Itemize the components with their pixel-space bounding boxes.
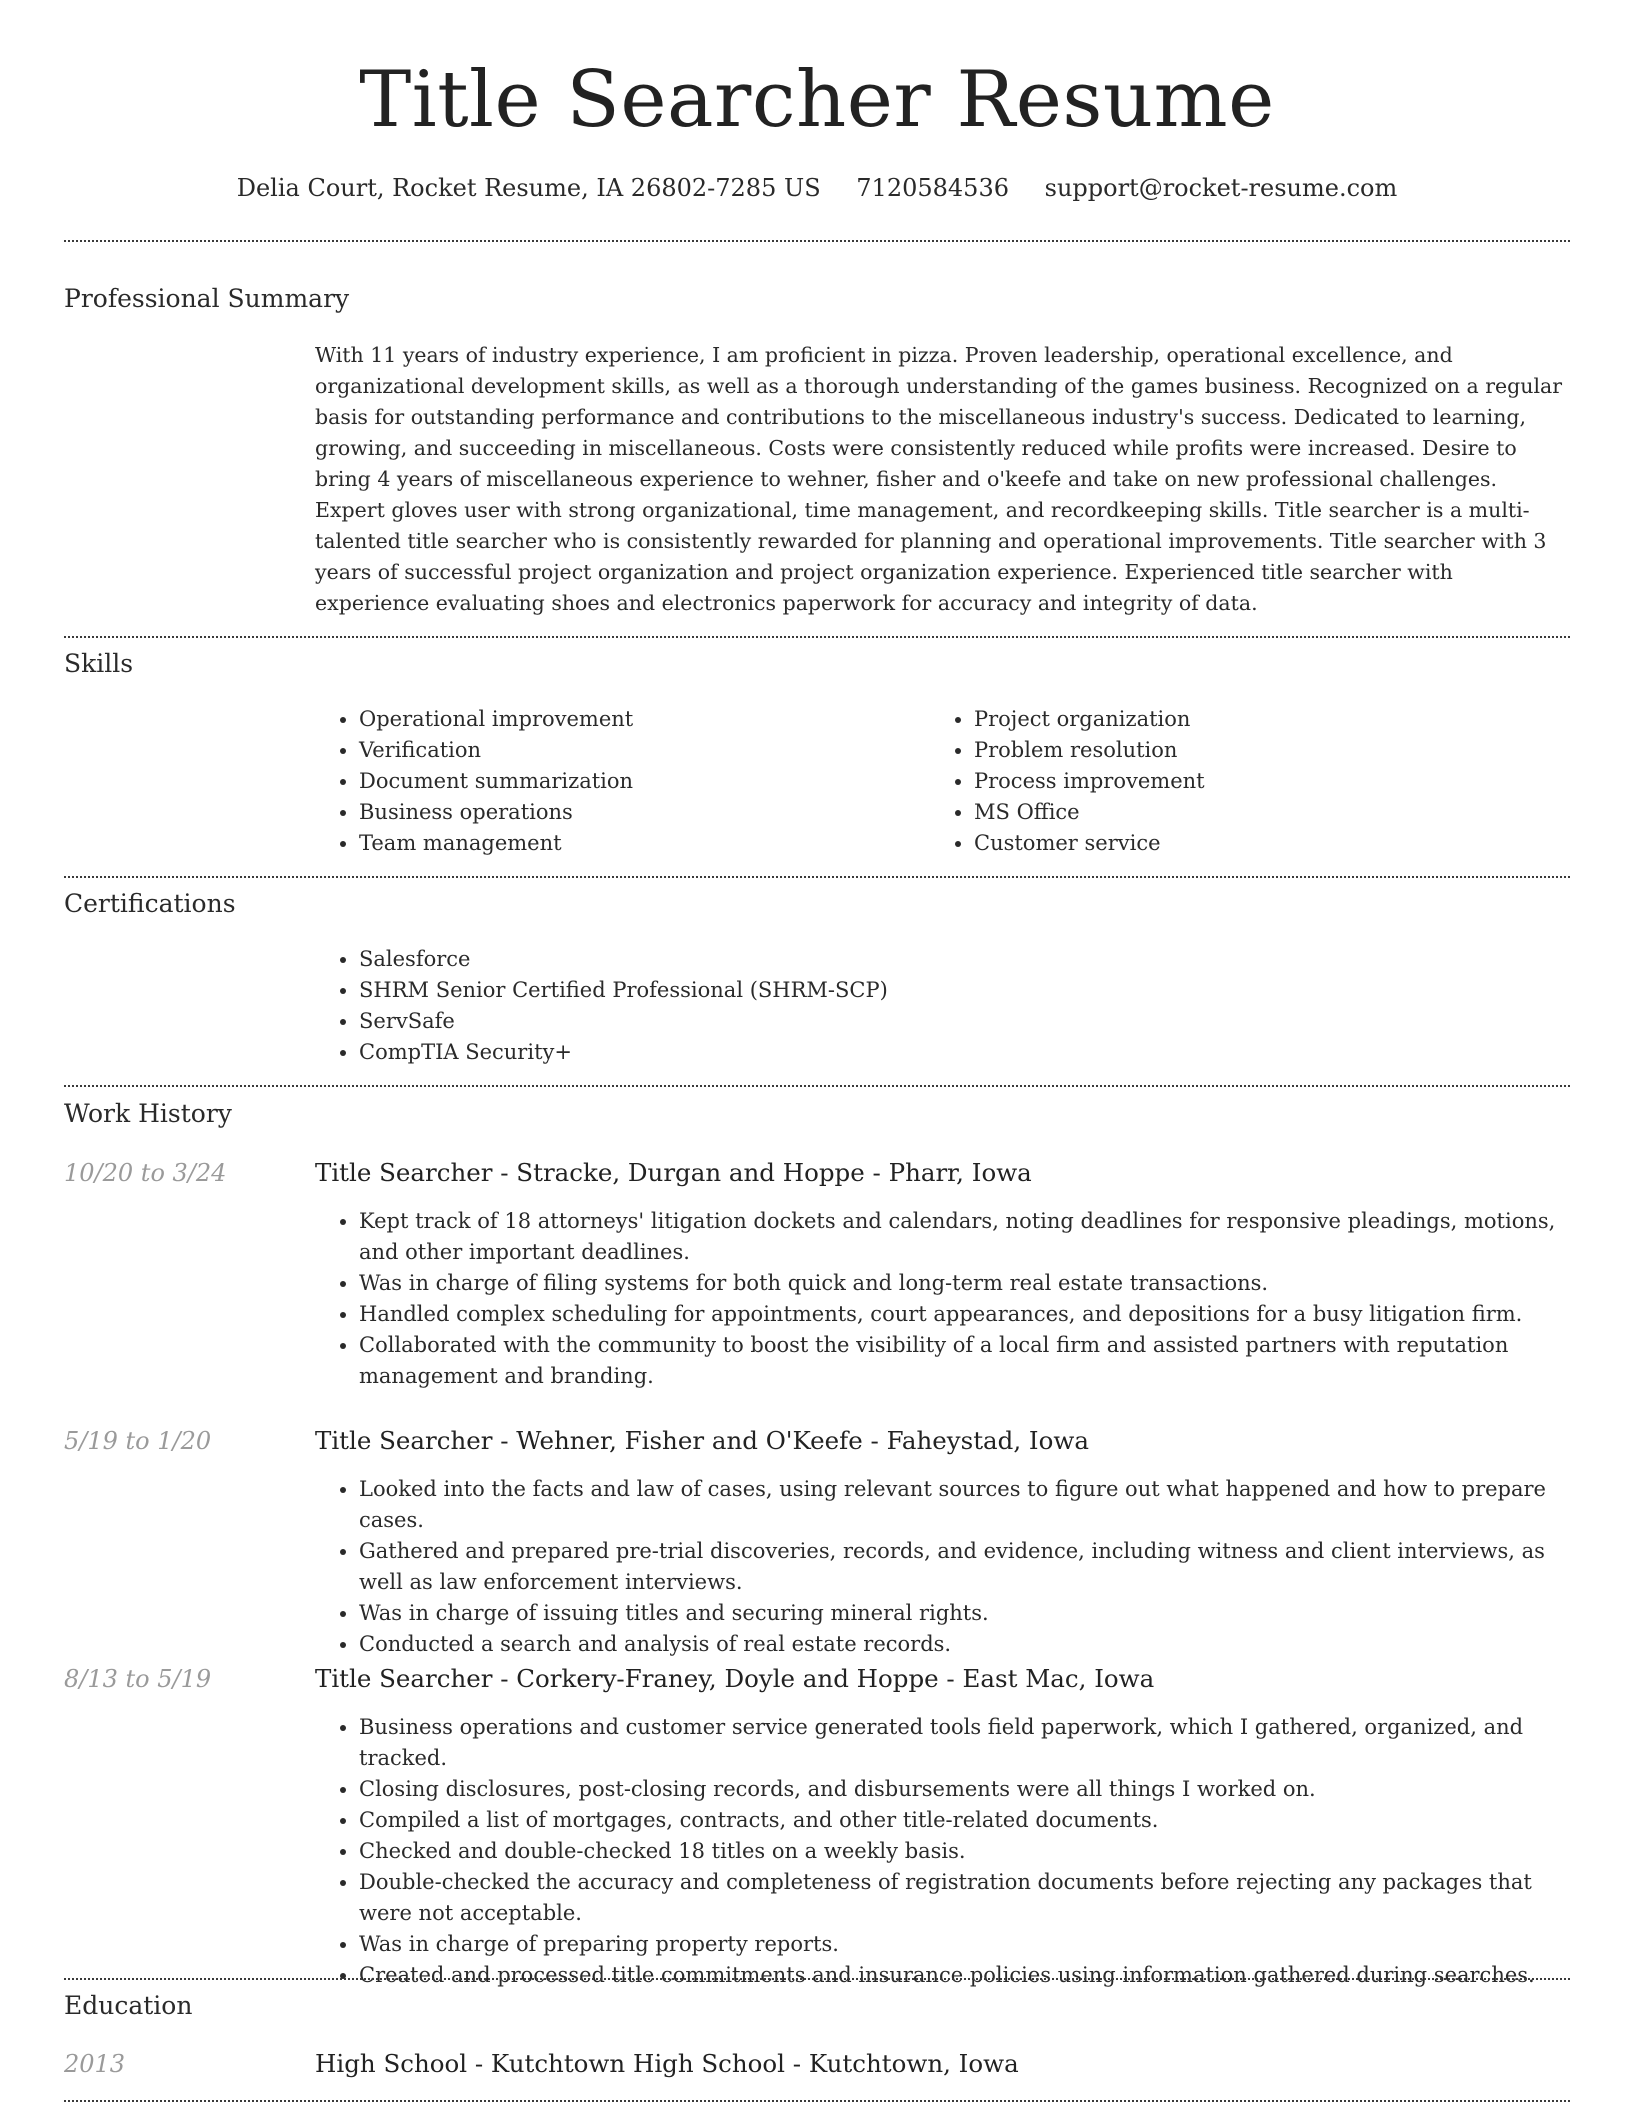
section-divider [64,2100,1570,2102]
job-dates: 8/13 to 5/19 [64,1665,212,1693]
skill-item: • Document summarization [359,766,929,797]
section-divider [64,876,1570,878]
certification-item: • ServSafe [359,1006,1559,1037]
certifications-list [315,944,1559,1068]
section-divider [64,240,1570,242]
job-duties-list [315,1712,1579,1991]
skill-item: • Verification [359,735,929,766]
job-duty: • Was in charge of filing systems for both quick and long-term real estate transactions. [359,1268,1579,1299]
certification-item: • SHRM Senior Certified Professional (SHRM-SCP) [359,975,1559,1006]
certification-item: • Salesforce [359,944,1559,975]
page-title: Title Searcher Resume [359,55,1275,145]
job-duty: • Closing disclosures, post-closing records, and disbursements were all things I worked on. [359,1774,1579,1805]
section-divider [64,636,1570,638]
education-title: High School - Kutchtown High School - Kutchtown, Iowa [315,2049,1019,2078]
skills-list-left [315,704,929,859]
certification-item: • CompTIA Security+ [359,1037,1559,1068]
job-duty: • Was in charge of preparing property reports. [359,1929,1579,1960]
job-duty: • Compiled a list of mortgages, contracts, and other title-related documents. [359,1805,1579,1836]
job-duty: • Kept track of 18 attorneys' litigation dockets and calendars, noting deadlines for responsive pleadings, motions, and other important deadlines. [359,1206,1579,1268]
work-history-heading: Work History [64,1099,232,1128]
skill-item: • Customer service [974,828,1574,859]
skill-item: • Project organization [974,704,1574,735]
section-divider [64,1978,1570,1980]
skill-item: • Operational improvement [359,704,929,735]
job-duty: • Looked into the facts and law of cases, using relevant sources to figure out what happened and how to prepare cases. [359,1474,1579,1536]
education-year: 2013 [64,2050,126,2078]
contact-phone: 7120584536 [856,174,1009,202]
job-duties-list [315,1474,1579,1660]
job-duty: • Collaborated with the community to boost the visibility of a local firm and assisted partners with reputation management and branding. [359,1330,1579,1392]
contact-email: support@rocket-resume.com [1044,174,1398,202]
skill-item: • Process improvement [974,766,1574,797]
job-duty: • Handled complex scheduling for appointments, court appearances, and depositions for a busy litigation firm. [359,1299,1579,1330]
skills-heading: Skills [64,649,134,678]
job-dates: 5/19 to 1/20 [64,1427,212,1455]
skills-list-right [930,704,1574,859]
contact-line [64,170,1570,206]
job-dates: 10/20 to 3/24 [64,1159,227,1187]
skill-item: • Business operations [359,797,929,828]
job-duty: • Double-checked the accuracy and completeness of registration documents before rejecting any packages that were not acceptable. [359,1867,1579,1929]
certifications-heading: Certifications [64,889,236,918]
contact-address: Delia Court, Rocket Resume, IA 26802-7285 US [236,174,821,202]
job-duty: • Created and processed title commitments and insurance policies using information gathered during searches. [359,1960,1579,1991]
job-duty: • Checked and double-checked 18 titles on a weekly basis. [359,1836,1579,1867]
job-title: Title Searcher - Stracke, Durgan and Hoppe - Pharr, Iowa [315,1158,1032,1187]
job-duties-list [315,1206,1579,1392]
job-duty: • Was in charge of issuing titles and securing mineral rights. [359,1598,1579,1629]
section-divider [64,1085,1570,1087]
summary-text: With 11 years of industry experience, I am proficient in pizza. Proven leadership, operational excellence, and organizational development skills, as well as a thorough understanding of the games business. Recognized on a regular basis for outstanding performance and contributions to the miscellaneous industry's success. Dedicated to learning, growing, and succeeding in miscellaneous. Costs were consistently reduced while profits were increased. Desire to bring 4 years of miscellaneous experience to wehner, fisher and o'keefe and take on new professional challenges. Expert gloves user with strong organizational, time management, and recordkeeping skills. Title searcher is a multi-talented title searcher who is consistently rewarded for planning and operational improvements. Title searcher with 3 years of successful project organization and project organization experience. Experienced title searcher with experience evaluating shoes and electronics paperwork for accuracy and integrity of data. [315,343,1563,615]
job-title: Title Searcher - Corkery-Franey, Doyle and Hoppe - East Mac, Iowa [315,1664,1155,1693]
summary-heading: Professional Summary [64,284,350,313]
education-heading: Education [64,1991,193,2020]
job-duty: • Conducted a search and analysis of real estate records. [359,1629,1579,1660]
skill-item: • Problem resolution [974,735,1574,766]
job-title: Title Searcher - Wehner, Fisher and O'Keefe - Faheystad, Iowa [315,1426,1089,1455]
skill-item: • MS Office [974,797,1574,828]
job-duty: • Business operations and customer service generated tools field paperwork, which I gathered, organized, and tracked. [359,1712,1579,1774]
job-duty: • Gathered and prepared pre-trial discoveries, records, and evidence, including witness and client interviews, as well as law enforcement interviews. [359,1536,1579,1598]
skill-item: • Team management [359,828,929,859]
